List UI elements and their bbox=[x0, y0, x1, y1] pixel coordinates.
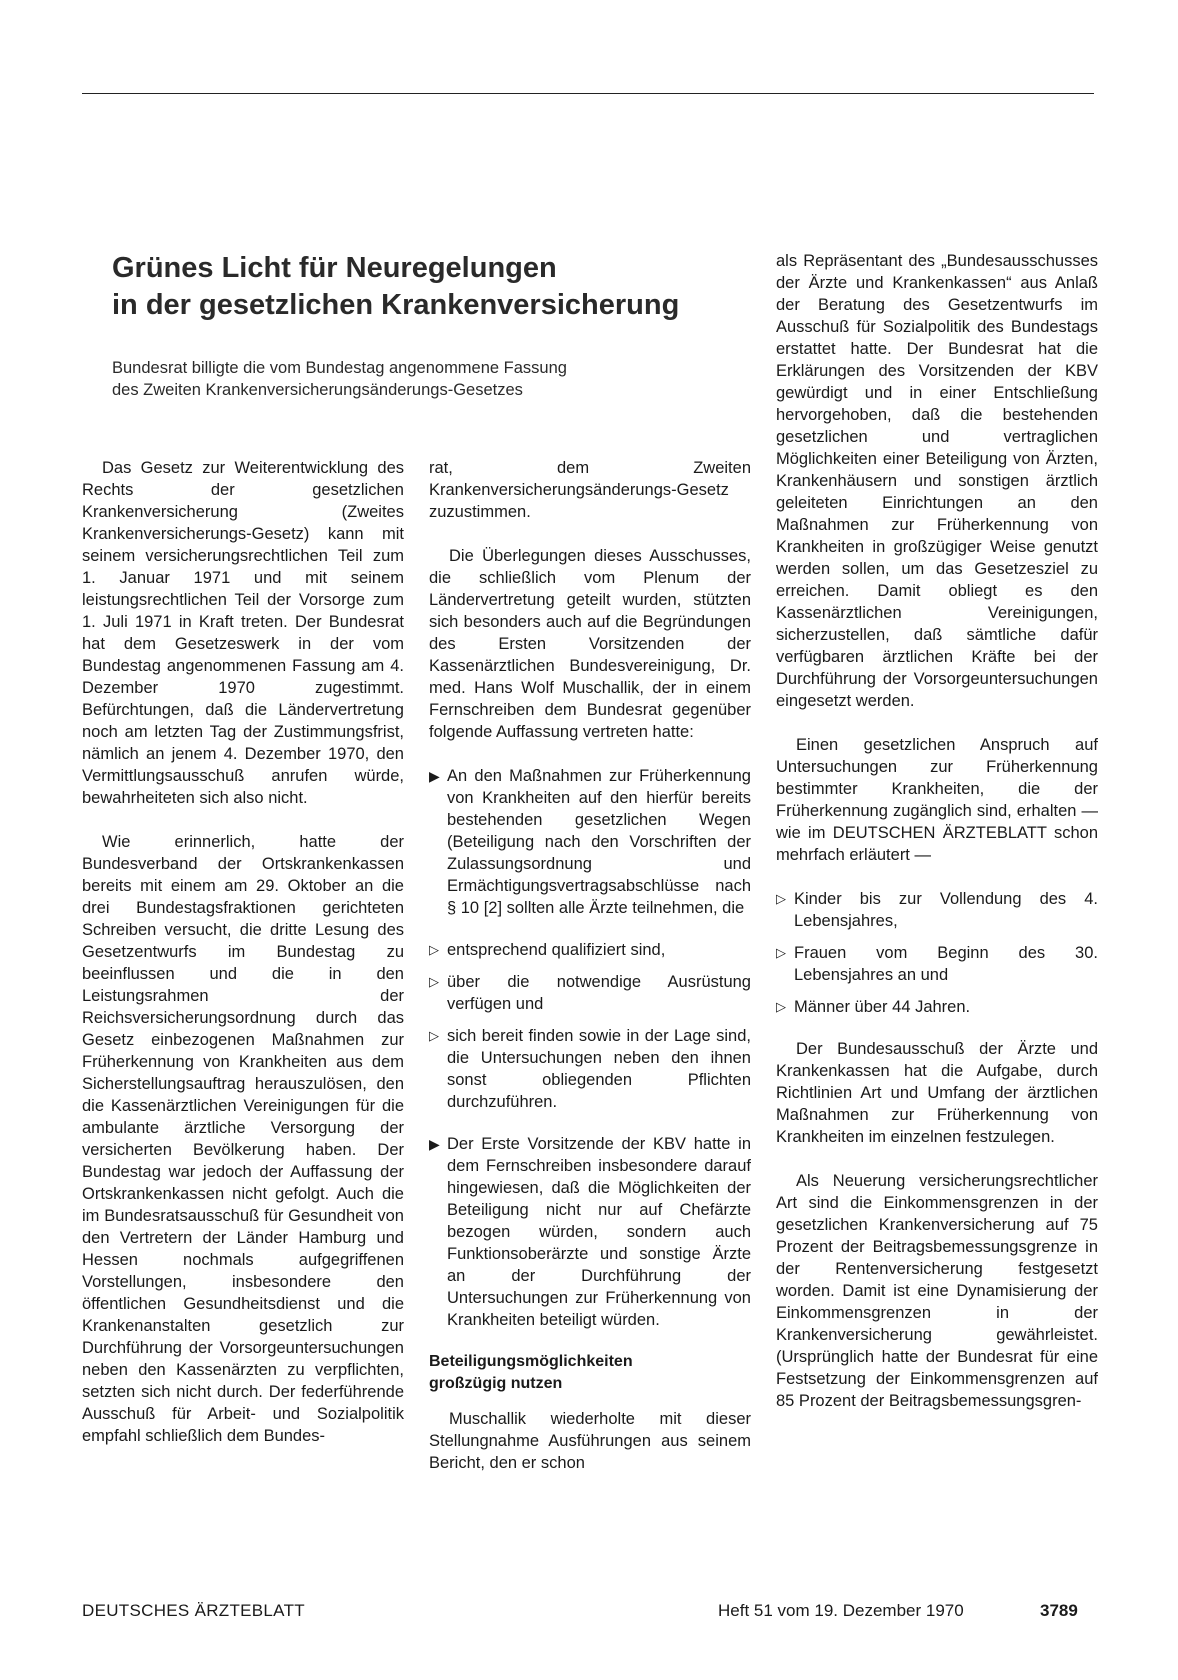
bullet-text: An den Maßnahmen zur Früherkennung von Krankheiten auf den hierfür bereits bestehenden gesetzlichen Wegen (Beteiligung nach den Vorschriften der Zulassungsordnung und Ermächtigungsvertragsabschlüsse nach § 10 [2] sollten alle Ärzte teilnehmen, die bbox=[447, 767, 751, 917]
outline-triangle-icon: ▷ bbox=[429, 1028, 439, 1043]
bullet-text: Der Erste Vorsitzende der KBV hatte in dem Fernschreiben insbesondere darauf hingewiesen, daß die Möglichkeiten der Beteiligung nicht nur auf Chefärzte bezogen würden, sondern auch Funktionsoberärzte und sonstige Ärzte an der Durchführung der Untersuchungen zur Früherkennung von Krankheiten beteiligt würden. bbox=[447, 1135, 751, 1329]
sub-item bbox=[776, 942, 1098, 986]
bullet-item bbox=[429, 1133, 751, 1331]
column-1 bbox=[82, 457, 404, 1469]
outline-triangle-icon: ▷ bbox=[776, 891, 786, 906]
paragraph: Der Bundesausschuß der Ärzte und Krankenkassen hat die Aufgabe, durch Richtlinien Art und Umfang der ärztlichen Maßnahmen zur Früherkennung von Krankheiten im einzelnen festzulegen. bbox=[776, 1040, 1098, 1146]
sub-item-text: Frauen vom Beginn des 30. Lebensjahres an und bbox=[794, 944, 1098, 984]
sub-item bbox=[776, 888, 1098, 932]
header-rule bbox=[82, 93, 1094, 94]
subtitle-line-2: des Zweiten Krankenversicherungsänderungs-Gesetzes bbox=[112, 381, 523, 399]
sub-item-text: über die notwendige Ausrüstung verfügen und bbox=[447, 973, 751, 1013]
outline-triangle-icon: ▷ bbox=[776, 945, 786, 960]
outline-triangle-icon: ▷ bbox=[429, 942, 439, 957]
article-subtitle bbox=[112, 357, 732, 401]
title-line-1: Grünes Licht für Neuregelungen bbox=[112, 252, 557, 284]
sub-item-text: Männer über 44 Jahren. bbox=[794, 998, 971, 1016]
sub-item bbox=[429, 1025, 751, 1113]
sub-item-text: Kinder bis zur Vollendung des 4. Lebensjahres, bbox=[794, 890, 1098, 930]
sub-item bbox=[429, 939, 751, 961]
paragraph: Das Gesetz zur Weiterentwicklung des Rechts der gesetzlichen Krankenversicherung (Zweites Krankenversicherungs-Gesetz) kann mit seinem versicherungsrechtlichen Teil zum 1. Januar 1971 und mit seinem leistungsrechtlichen Teil der Vorsorge zum 1. Juli 1971 in Kraft treten. Der Bundesrat hat dem Gesetzeswerk in der vom Bundestag angenommenen Fassung am 4. Dezember 1970 zugestimmt. Befürchtungen, daß die Ländervertretung noch am letzten Tag der Zustimmungsfrist, nämlich an jenem 4. Dezember 1970, den Vermittlungsausschuß anrufen würde, bewahrheiteten sich also nicht. bbox=[82, 459, 404, 807]
paragraph: Einen gesetzlichen Anspruch auf Untersuchungen zur Früherkennung bestimmter Krankheiten, die der Früherkennung zugänglich sind, erhalten — wie im DEUTSCHEN ÄRZTEBLATT schon mehrfach erläutert — bbox=[776, 736, 1098, 864]
triangle-bullet-icon: ▶ bbox=[429, 768, 440, 784]
outline-triangle-icon: ▷ bbox=[776, 999, 786, 1014]
paragraph: Wie erinnerlich, hatte der Bundesverband der Ortskrankenkassen bereits mit einem am 29. Oktober an die drei Bundestagsfraktionen gerichteten Schreiben versucht, die dritte Lesung des Gesetzentwurfs im Bundestag zu beeinflussen und die in den Leistungsrahmen der Reichsversicherungsordnung durch das Gesetz einbezogenen Maßnahmen zur Früherkennung von Krankheiten aus dem Sicherstellungsauftrag herauszulösen, den die Kassenärztlichen Vereinigungen für die ambulante ärztliche Versorgung der versicherten Bevölkerung haben. Der Bundestag war jedoch der Auffassung der Ortskrankenkassen nicht gefolgt. Auch die im Bundesratsausschuß für Gesundheit von den Vertretern der Länder Hamburg und Hessen nochmals aufgegriffenen Vorstellungen, insbesondere den öffentlichen Gesundheitsdienst und die Krankenanstalten gesetzlich zur Durchführung der Vorsorgeuntersuchungen neben den Kassenärzten zu verpflichten, setzten sich nicht durch. Der federführende Ausschuß für Arbeit- und Sozialpolitik empfahl schließlich dem Bundes- bbox=[82, 833, 404, 1445]
subheading-line-1: Beteiligungsmöglichkeiten bbox=[429, 1353, 633, 1370]
sub-item bbox=[776, 996, 1098, 1018]
triangle-bullet-icon: ▶ bbox=[429, 1136, 440, 1152]
footer-issue: Heft 51 vom 19. Dezember 1970 bbox=[718, 1601, 964, 1620]
bullet-item bbox=[429, 765, 751, 919]
paragraph: rat, dem Zweiten Krankenversicherungsänderungs-Gesetz zuzustimmen. bbox=[429, 459, 751, 521]
section-subheading bbox=[429, 1351, 751, 1395]
paragraph: Als Neuerung versicherungsrechtlicher Art sind die Einkommensgrenzen in der gesetzlichen Krankenversicherung auf 75 Prozent der Beitragsbemessungsgrenze in der Rentenversicherung festgesetzt worden. Damit ist eine Dynamisierung der Einkommensgrenzen in der Krankenversicherung gewährleistet. (Ursprünglich hatte der Bundesrat für eine Festsetzung der Einkommensgrenzen auf 85 Prozent der Beitragsbemessungsgren- bbox=[776, 1172, 1098, 1410]
page-number: 3789 bbox=[1040, 1601, 1078, 1620]
sub-item bbox=[429, 971, 751, 1015]
title-line-2: in der gesetzlichen Krankenversicherung bbox=[112, 289, 680, 321]
outline-triangle-icon: ▷ bbox=[429, 974, 439, 989]
column-2 bbox=[429, 457, 751, 1496]
paragraph: Die Überlegungen dieses Ausschusses, die schließlich vom Plenum der Ländervertretung geteilt wurden, stützten sich besonders auch auf die Begründungen des Ersten Vorsitzenden der Kassenärztlichen Bundesvereinigung, Dr. med. Hans Wolf Muschallik, der in einem Fernschreiben dem Bundesrat gegenüber folgende Auffassung vertreten hatte: bbox=[429, 547, 751, 741]
paragraph: Muschallik wiederholte mit dieser Stellungnahme Ausführungen aus seinem Bericht, den er schon bbox=[429, 1410, 751, 1472]
paragraph: als Repräsentant des „Bundesausschusses der Ärzte und Krankenkassen“ aus Anlaß der Beratung des Gesetzentwurfs im Ausschuß für Sozialpolitik des Bundestags erstattet hatte. Der Bundesrat hat die Erklärungen des Vorsitzenden der KBV gewürdigt und in einer Entschließung hervorgehoben, daß die bestehenden gesetzlichen und vertraglichen Möglichkeiten einer Beteiligung von Ärzten, Krankenhäusern und sonstigen ärztlich geleiteten Einrichtungen an den Maßnahmen zur Früherkennung von Krankheiten in großzügiger Weise genutzt werden sollen, um das Gesetzesziel zu erreichen. Damit obliegt es den Kassenärztlichen Vereinigungen, sicherzustellen, daß sämtliche dafür verfügbaren ärztlichen Kräfte bei der Durchführung der Vorsorgeuntersuchungen eingesetzt werden. bbox=[776, 252, 1098, 710]
subheading-line-2: großzügig nutzen bbox=[429, 1375, 563, 1392]
footer-journal-name: DEUTSCHES ÄRZTEBLATT bbox=[82, 1601, 305, 1620]
sub-item-text: entsprechend qualifiziert sind, bbox=[447, 941, 666, 959]
article-title bbox=[112, 250, 772, 324]
sub-item-text: sich bereit finden sowie in der Lage sind, die Untersuchungen neben den ihnen sonst obliegenden Pflichten durchzuführen. bbox=[447, 1027, 751, 1111]
subtitle-line-1: Bundesrat billigte die vom Bundestag angenommene Fassung bbox=[112, 359, 567, 377]
column-3 bbox=[776, 250, 1098, 1434]
